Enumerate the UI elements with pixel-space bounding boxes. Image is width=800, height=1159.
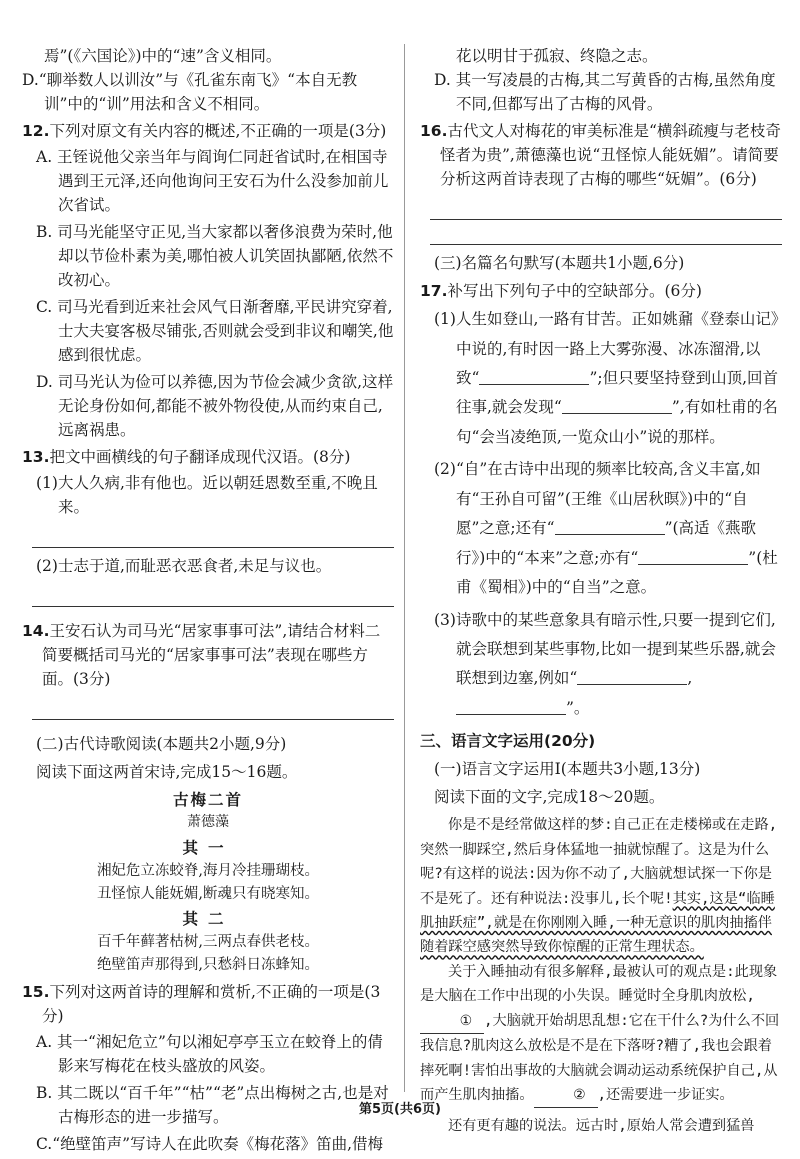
answer-line[interactable] xyxy=(430,226,782,245)
answer-line[interactable] xyxy=(32,701,394,720)
fill-blank[interactable] xyxy=(456,700,566,715)
numbered-blank-1[interactable]: ① xyxy=(420,1009,484,1034)
answer-line[interactable] xyxy=(430,201,782,220)
poem-line: 绝壁笛声那得到,只愁斜日冻蜂知。 xyxy=(96,956,320,973)
question-number: 13. xyxy=(22,448,50,467)
question-15 xyxy=(22,980,394,1028)
q11-option-d: D.“聊举数人以训汝”与《孔雀东南飞》“本自无教训”中的“训”用法和含义不相同。 xyxy=(22,71,358,114)
fill-blank[interactable] xyxy=(479,370,589,385)
question-text: 古代文人对梅花的审美标准是“横斜疏瘦与老枝奇怪者为贵”,萧德藻也说“丑怪惊人能妩媚”。请简要分析这两首诗表现了古梅的哪些“妩媚”。(6分) xyxy=(440,122,781,189)
q17-item-2 xyxy=(434,455,782,602)
q17-item-3 xyxy=(434,606,782,724)
question-text: 王安石认为司马光“居家事事可法”,请结合材料二简要概括司马光的“居家事事可法”表现在哪些方面。(3分) xyxy=(42,622,381,689)
language-subsection-heading: (一)语言文字运用Ⅰ(本题共3小题,13分) xyxy=(434,760,701,779)
poetry-intro: 阅读下面这两首宋诗,完成15～16题。 xyxy=(36,763,298,782)
fill-blank[interactable] xyxy=(577,670,687,685)
question-text: 下列对原文有关内容的概述,不正确的一项是(3分) xyxy=(49,122,387,141)
text-segment: ”(杜甫《蜀相》)中的“自当”之意。 xyxy=(456,548,778,597)
poem-title: 古梅二首 xyxy=(172,790,243,810)
fill-blank[interactable] xyxy=(555,520,665,535)
text-segment: , xyxy=(687,669,693,688)
q15-option-c-continued: 花以明甘于孤寂、终隐之志。 xyxy=(456,47,658,65)
left-column xyxy=(22,44,394,1159)
question-number: 15. xyxy=(22,983,50,1001)
question-17 xyxy=(420,279,782,303)
question-14 xyxy=(22,619,394,691)
q15-option-c: C.“绝壁笛声”写诗人在此吹奏《梅花落》笛曲,借梅 xyxy=(36,1135,384,1154)
q13-sentence-1: (1)大人久病,非有他也。近以朝廷恩数至重,不晚且来。 xyxy=(36,474,378,517)
q12-option-d: D. 司马光认为俭可以养德,因为节俭会减少贪欲,这样无论身份如何,都能不被外物役使,从而约束自己,远离祸患。 xyxy=(36,373,394,440)
passage-text: ,还需要进一步证实。 xyxy=(597,1086,734,1103)
fill-blank[interactable] xyxy=(562,399,672,414)
page-footer: 第5页(共6页) xyxy=(359,1102,441,1117)
text-segment: (1)人生如登山,一路有甘苦。正如姚鼐《登泰山记》中说的,有时因一路上大雾弥漫、冰冻溜滑,以致“ xyxy=(434,310,779,387)
question-number: 16. xyxy=(420,122,448,141)
passage-text: 你是不是经常做这样的梦:自己正在走楼梯或在走路,突然一脚踩空,然后身体猛地一抽就惊醒了。这是为什么呢?有这样的说法:因为你不动了,大脑就想试探一下你是不是死了。还有种说法:没事儿,长个呢! xyxy=(420,817,778,907)
question-text: 补写出下列句子中的空缺部分。(6分) xyxy=(447,282,702,301)
question-number: 17. xyxy=(420,282,448,301)
text-segment: ”。 xyxy=(566,698,590,717)
passage-text: ,大脑就开始胡思乱想:它在干什么?为什么不回我信息?肌肉这么放松是不是在下落呀?糟了,我也会跟着摔死啊!害怕出事故的大脑就会调动运动系统保护自己,从而产生肌肉抽搐。 xyxy=(420,1012,780,1103)
question-16 xyxy=(420,119,782,191)
poem-line: 湘妃危立冻蛟脊,海月冷挂珊瑚枝。 xyxy=(96,863,320,880)
q15-option-a: A. 其一“湘妃危立”句以湘妃亭亭玉立在蛟脊上的倩影来写梅花在枝头盛放的风姿。 xyxy=(36,1033,383,1076)
question-number: 14. xyxy=(22,622,50,641)
passage-paragraph-2 xyxy=(420,960,782,1109)
poem-line: 丑怪惊人能妩媚,断魂只有晓寒知。 xyxy=(96,885,320,902)
language-intro: 阅读下面的文字,完成18～20题。 xyxy=(434,788,665,807)
poetry-section-heading: (二)古代诗歌阅读(本题共2小题,9分) xyxy=(36,735,287,754)
text-segment: (2)“自”在古诗中出现的频率比较高,含义丰富,如有“王孙自可留”(王维《山居秋暝》)中的“自愿”之意;还有“ xyxy=(434,460,761,538)
poem-line: 百千年藓著枯树,三两点春供老枝。 xyxy=(96,934,320,951)
passage-paragraph-3: 还有更有趣的说法。远古时,原始人常会遭到猛兽 xyxy=(448,1118,755,1135)
q17-item-1 xyxy=(434,305,782,452)
poem-part-2-heading: 其二 xyxy=(182,910,234,929)
language-section-heading: 三、语言文字运用(20分) xyxy=(420,732,596,751)
poem-author: 萧德藻 xyxy=(187,814,229,831)
right-column xyxy=(420,44,782,1139)
poem-part-1-heading: 其一 xyxy=(182,839,234,858)
answer-line[interactable] xyxy=(32,529,394,548)
q12-option-b: B. 司马光能坚守正见,当大家都以奢侈浪费为荣时,他却以节俭朴素为美,哪怕被人讥笑固执鄙陋,依然不改初心。 xyxy=(36,223,394,290)
passage-text: 关于入睡抽动有很多解释,最被认可的观点是:此现象是大脑在工作中出现的小失误。睡觉时全身肌肉放松, xyxy=(420,963,778,1005)
q15-option-b: B. 其二既以“百千年”“枯”“老”点出梅树之古,也是对古梅形态的进一步描写。 xyxy=(36,1084,389,1127)
passage-paragraph-1 xyxy=(420,813,782,960)
text-segment: ”;但只要坚持登到山顶,回首往事,就会发现“ xyxy=(456,369,779,417)
fill-blank[interactable] xyxy=(638,550,748,565)
wavy-underlined-sentence: 其实,这是“临睡肌抽跃症”,就是在你刚刚入睡,一种无意识的肌肉抽搐伴随着踩空感突然导致你惊醒的正常生理状态。 xyxy=(420,890,775,956)
question-number: 12. xyxy=(22,122,50,141)
column-divider xyxy=(404,44,405,1092)
numbered-blank-2[interactable]: ② xyxy=(534,1083,598,1108)
question-12 xyxy=(22,119,394,143)
dictation-section-heading: (三)名篇名句默写(本题共1小题,6分) xyxy=(434,254,685,273)
answer-line[interactable] xyxy=(32,588,394,607)
question-text: 下列对这两首诗的理解和赏析,不正确的一项是(3分) xyxy=(42,983,381,1026)
continuation-line: 焉”(《六国论》)中的“速”含义相同。 xyxy=(44,47,282,65)
q12-option-c: C. 司马光看到近来社会风气日渐奢靡,平民讲究穿着,士大夫宴客极尽铺张,否则就会受到非议和嘲笑,他感到很忧虑。 xyxy=(36,298,394,365)
text-segment: (3)诗歌中的某些意象具有暗示性,只要一提到它们,就会联想到某些事物,比如一提到某些乐器,就会联想到边塞,例如“ xyxy=(434,610,776,688)
q13-sentence-2: (2)士志于道,而耻恶衣恶食者,未足与议也。 xyxy=(36,557,332,576)
question-text: 把文中画横线的句子翻译成现代汉语。(8分) xyxy=(49,448,351,467)
q12-option-a: A. 王铚说他父亲当年与阎询仁同赶省试时,在相国寺遇到王元泽,还向他询问王安石为什么没参加前儿次省试。 xyxy=(36,148,389,215)
question-13 xyxy=(22,445,394,469)
q15-option-d: D. 其一写凌晨的古梅,其二写黄昏的古梅,虽然角度不同,但都写出了古梅的风骨。 xyxy=(434,71,776,114)
text-segment: ”,有如杜甫的名句“会当凌绝顶,一览众山小”说的那样。 xyxy=(456,398,778,446)
text-segment: ”(高适《燕歌行》)中的“本来”之意;亦有“ xyxy=(456,519,757,567)
